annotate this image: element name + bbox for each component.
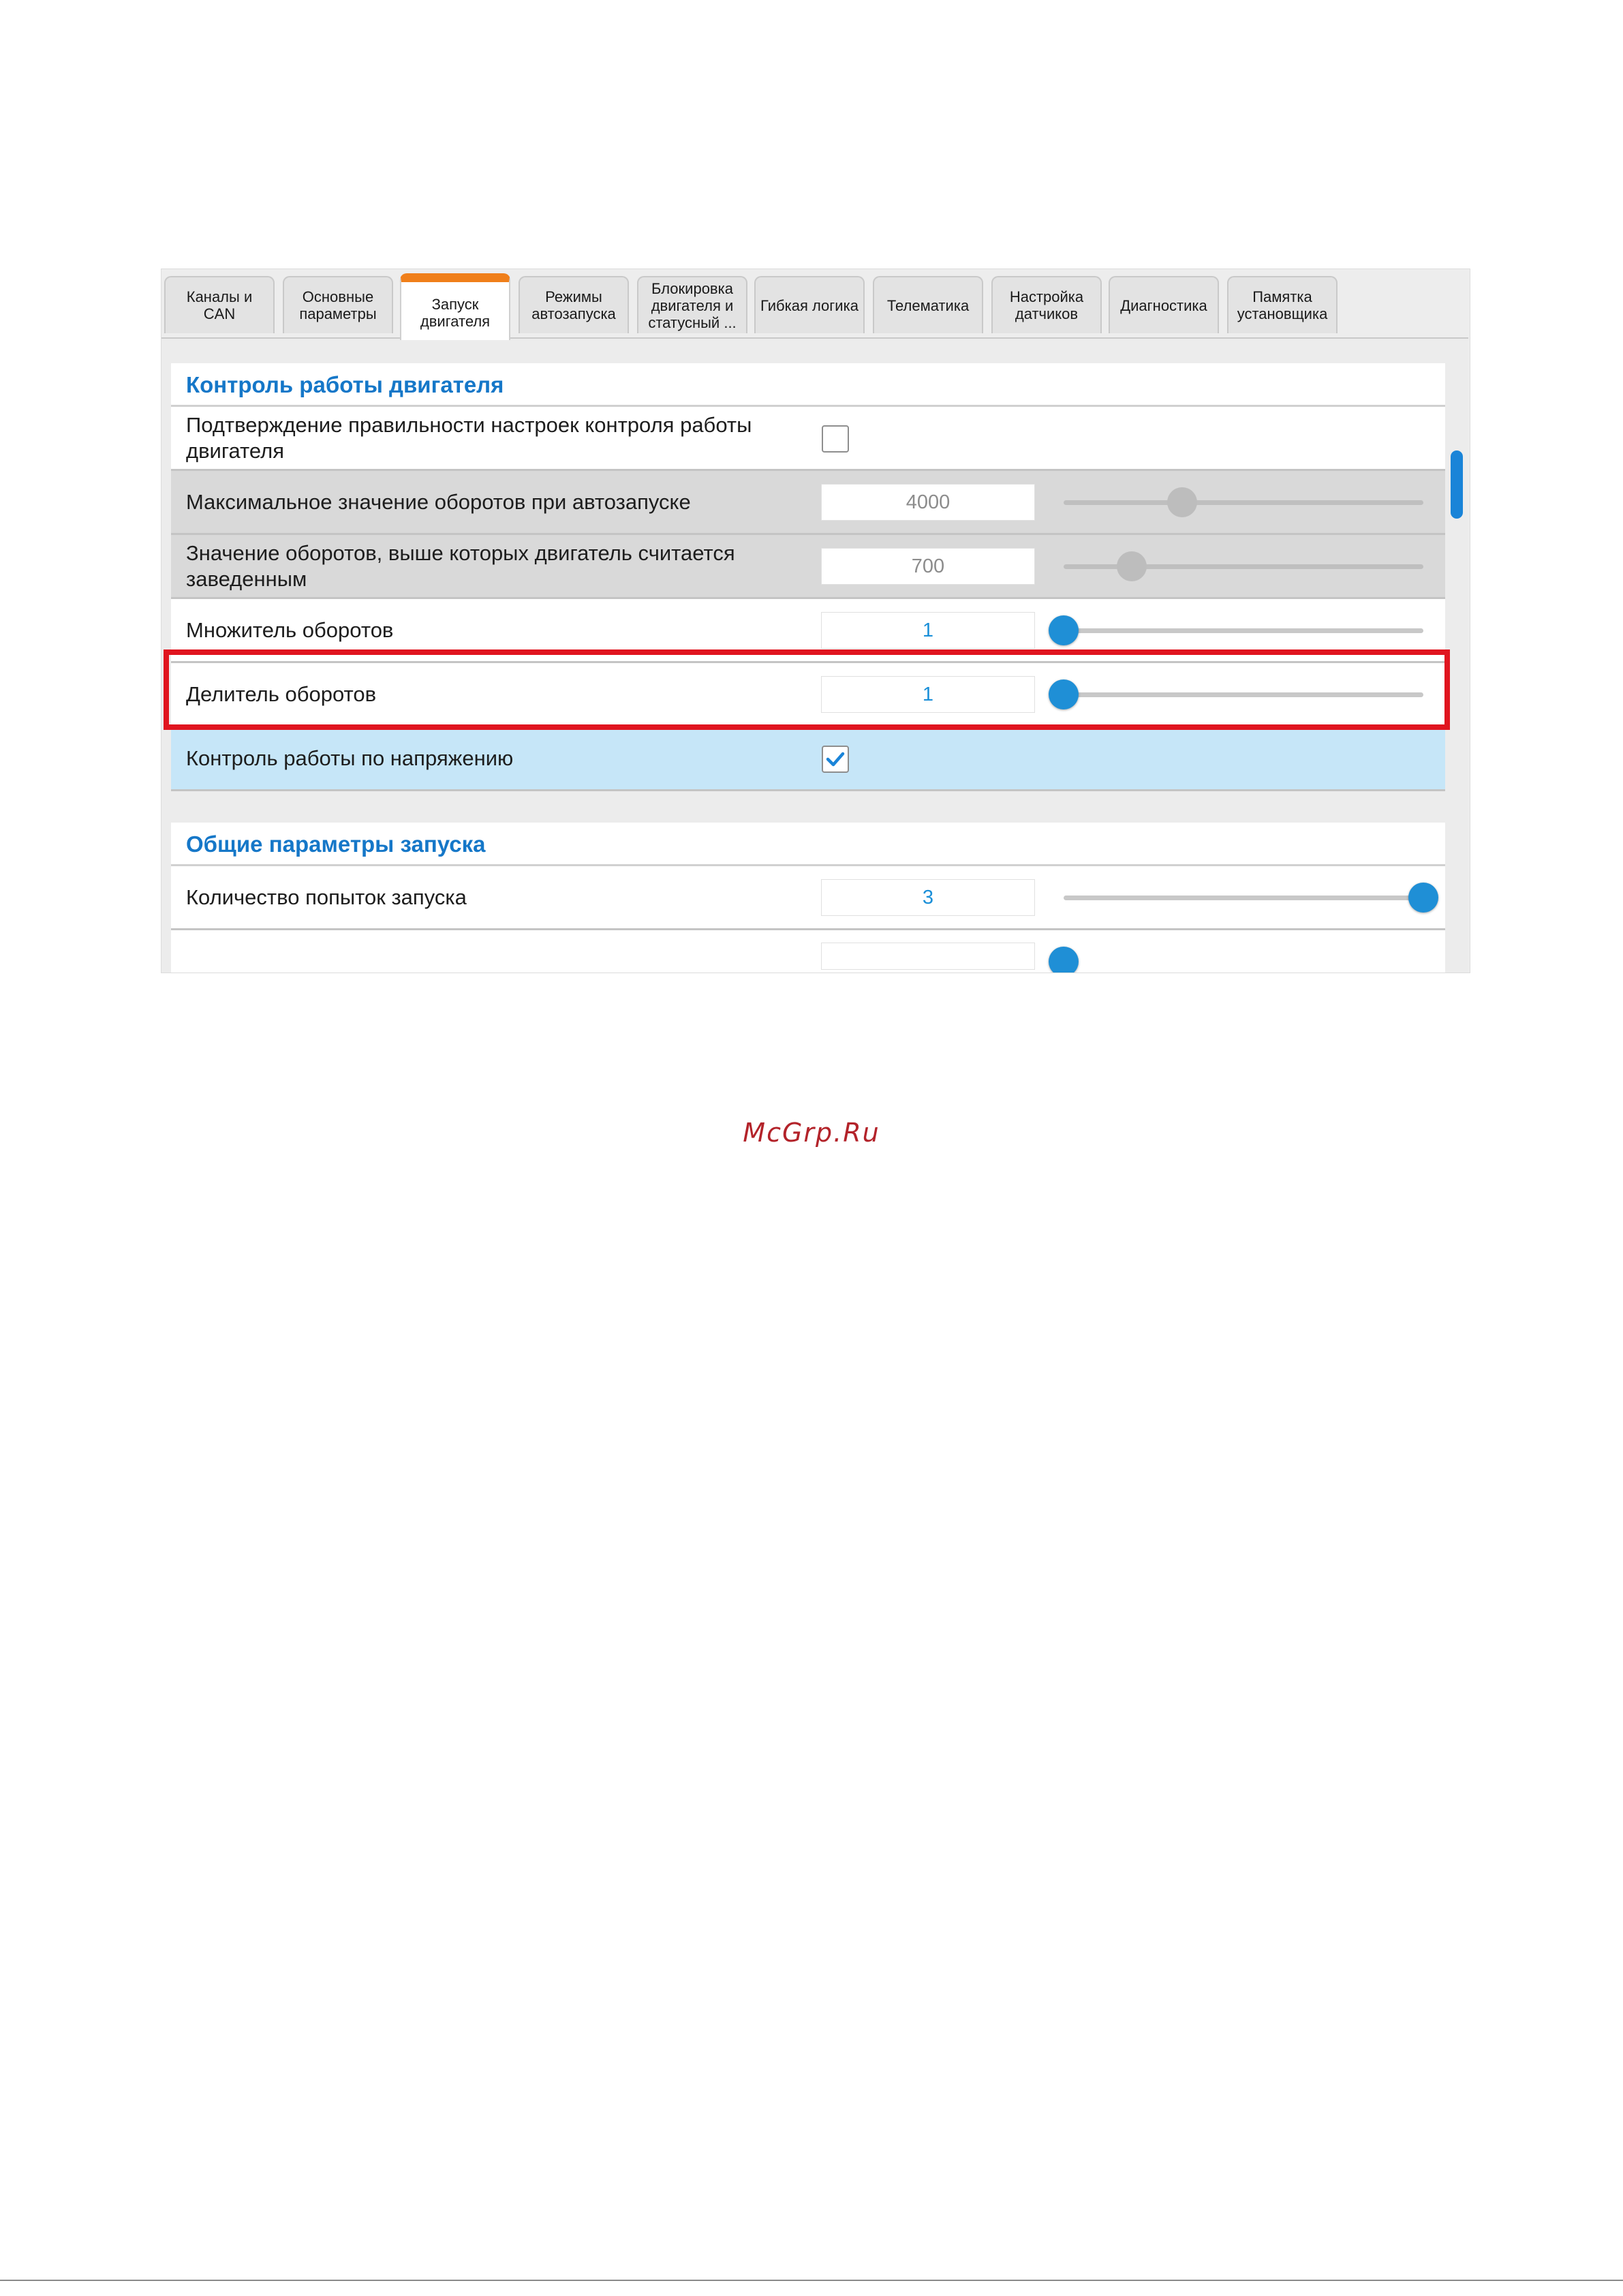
row-max-rpm-autostart <box>171 471 1445 535</box>
row-label: Значение оборотов, выше которых двигатель считается заведенным <box>186 540 735 591</box>
tab-autostart-modes[interactable] <box>519 276 629 333</box>
next-slider-partial[interactable] <box>1064 960 1423 965</box>
slider-thumb[interactable] <box>1408 883 1438 913</box>
voltage-control-checkbox[interactable] <box>822 746 849 773</box>
slider-track <box>1064 896 1423 900</box>
row-label: Множитель оборотов <box>186 617 394 642</box>
row-label: Количество попыток запуска <box>186 885 467 909</box>
tab-label: Каналы и CAN <box>186 288 253 322</box>
rpm-divider-input[interactable]: 1 <box>821 676 1035 713</box>
start-attempts-input[interactable]: 3 <box>821 879 1035 916</box>
tab-engine-lock[interactable] <box>637 276 747 333</box>
tab-diagnostics[interactable] <box>1109 276 1219 333</box>
tab-label: Запуск двигателя <box>420 295 491 330</box>
tab-label: Телематика <box>886 296 970 314</box>
tab-bar <box>161 276 1470 341</box>
section-title-start-params: Общие параметры запуска <box>171 823 1445 866</box>
tab-label: Диагностика <box>1120 296 1207 314</box>
row-label: Делитель оборотов <box>186 682 377 706</box>
page-bottom-divider <box>0 2280 1623 2281</box>
section-title-engine-control: Контроль работы двигателя <box>171 363 1445 407</box>
checkmark-icon <box>825 749 846 769</box>
tab-label: Блокировка двигателя и статусный ... <box>648 279 737 331</box>
tab-label: Настройка датчиков <box>1009 288 1084 322</box>
rpm-threshold-input[interactable]: 700 <box>821 548 1035 585</box>
row-start-attempts <box>171 866 1445 930</box>
row-label: Максимальное значение оборотов при автозапуске <box>186 489 691 514</box>
row-voltage-control <box>171 727 1445 791</box>
tab-installer-memo[interactable] <box>1227 276 1338 333</box>
rpm-threshold-slider[interactable] <box>1064 564 1423 570</box>
slider-thumb[interactable] <box>1167 487 1197 517</box>
row-label: Контроль работы по напряжению <box>186 746 514 770</box>
row-next-partial <box>171 930 1445 973</box>
tab-label: Памятка установщика <box>1237 288 1328 322</box>
row-confirm-settings <box>171 407 1445 471</box>
row-label: Подтверждение правильности настроек контроля работы двигателя <box>186 412 752 463</box>
tab-flexible-logic[interactable] <box>754 276 865 333</box>
tab-label: Режимы автозапуска <box>531 288 616 322</box>
tab-telematics[interactable] <box>873 276 983 333</box>
max-rpm-slider[interactable] <box>1064 500 1423 506</box>
slider-track <box>1064 500 1423 505</box>
row-rpm-started-threshold <box>171 535 1445 599</box>
tab-label: Гибкая логика <box>760 296 859 314</box>
tab-engine-start[interactable] <box>400 273 510 340</box>
rpm-multiplier-input[interactable]: 1 <box>821 612 1035 649</box>
tab-sensor-setup[interactable] <box>991 276 1102 333</box>
settings-window <box>161 269 1470 973</box>
tab-label: Основные параметры <box>299 288 377 322</box>
scrollbar-thumb[interactable] <box>1451 450 1463 519</box>
max-rpm-input[interactable]: 4000 <box>821 484 1035 521</box>
rpm-multiplier-slider[interactable] <box>1064 628 1423 634</box>
tab-channels-can[interactable] <box>164 276 275 333</box>
slider-thumb[interactable] <box>1049 615 1079 645</box>
watermark-text: McGrp.Ru <box>743 1118 880 1148</box>
vertical-scrollbar[interactable] <box>1448 339 1464 973</box>
slider-thumb[interactable] <box>1117 551 1147 581</box>
slider-thumb[interactable] <box>1049 947 1079 973</box>
tab-basic-params[interactable] <box>283 276 393 333</box>
next-input-partial[interactable] <box>821 943 1035 970</box>
confirm-settings-checkbox[interactable] <box>822 425 849 453</box>
highlight-frame <box>164 649 1450 730</box>
slider-track <box>1064 628 1423 633</box>
start-attempts-slider[interactable] <box>1064 896 1423 901</box>
